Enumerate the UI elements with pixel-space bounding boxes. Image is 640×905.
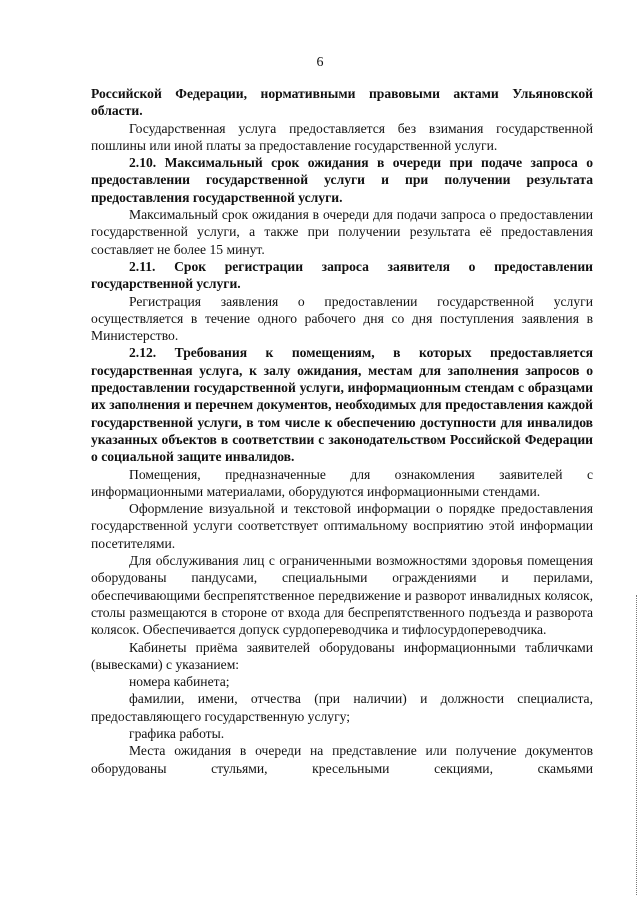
section-heading-2-12: 2.12. Требования к помещениям, в которых предоставляется государственная услуга, к залу ожидания, местам для заполнения запросов о предоставлении государственной услуги, информационным стендам с образцами их заполнения и перечнем документов, необходимых для предоставления каждой государственной услуги, в том числе к обеспечению доступности для инвалидов указанных объектов в соответствии с законодательством Российской Федерации о социальной защите инвалидов.	[91, 345, 593, 465]
section-heading-2-11: 2.11. Срок регистрации запроса заявителя о предоставлении государственной услуги.	[91, 258, 593, 292]
scan-edge-line	[635, 595, 637, 895]
paragraph-fee: Государственная услуга предоставляется без взимания государственной пошлины или иной платы за предоставление государственной услуги.	[91, 120, 593, 153]
paragraph-continuation: Российской Федерации, нормативными правовыми актами Ульяновской области.	[91, 86, 593, 119]
paragraph-waiting-area: Места ожидания в очереди на представление или получение документов оборудованы стульями, кресельными секциями, скамьями	[91, 743, 593, 776]
paragraph-registration: Регистрация заявления о предоставлении государственной услуги осуществляется в течение одного рабочего дня со дня поступления заявления в Министерство.	[91, 293, 593, 344]
list-item-specialist-name: фамилии, имени, отчества (при наличии) и должности специалиста, предоставляющего государственную услугу;	[91, 691, 593, 724]
paragraph-visual-info: Оформление визуальной и текстовой информации о порядке предоставления государственной услуги соответствует оптимальному восприятию этой информации посетителями.	[91, 501, 593, 551]
paragraph-waiting-time: Максимальный срок ожидания в очереди для подачи запроса о предоставлении государственной услуги, а также при получении результата её предоставления составляет не более 15 минут.	[91, 207, 593, 257]
paragraph-office-signs: Кабинеты приёма заявителей оборудованы информационными табличками (вывесками) с указанием:	[91, 639, 593, 672]
list-item-work-schedule: графика работы.	[129, 725, 225, 741]
page-number: 6	[316, 55, 324, 70]
list-item-room-number: номера кабинета;	[129, 674, 230, 690]
paragraph-info-stands: Помещения, предназначенные для ознакомления заявителей с информационными материалами, оборудуются информационными стендами.	[91, 466, 593, 499]
section-heading-2-10: 2.10. Максимальный срок ожидания в очереди при подаче запроса о предоставлении государственной услуги и при получении результата предоставления государственной услуги.	[91, 155, 593, 205]
paragraph-accessibility: Для обслуживания лиц с ограниченными возможностями здоровья помещения оборудованы пандусами, специальными ограждениями и перилами, обеспечивающими беспрепятственное передвижение и разворот инвалидных колясок, столы размещаются в стороне от входа для беспрепятственного подъезда и разворота колясок. Обеспечивается допуск сурдопереводчика и тифлосурдопереводчика.	[91, 553, 593, 638]
document-body	[91, 85, 593, 777]
